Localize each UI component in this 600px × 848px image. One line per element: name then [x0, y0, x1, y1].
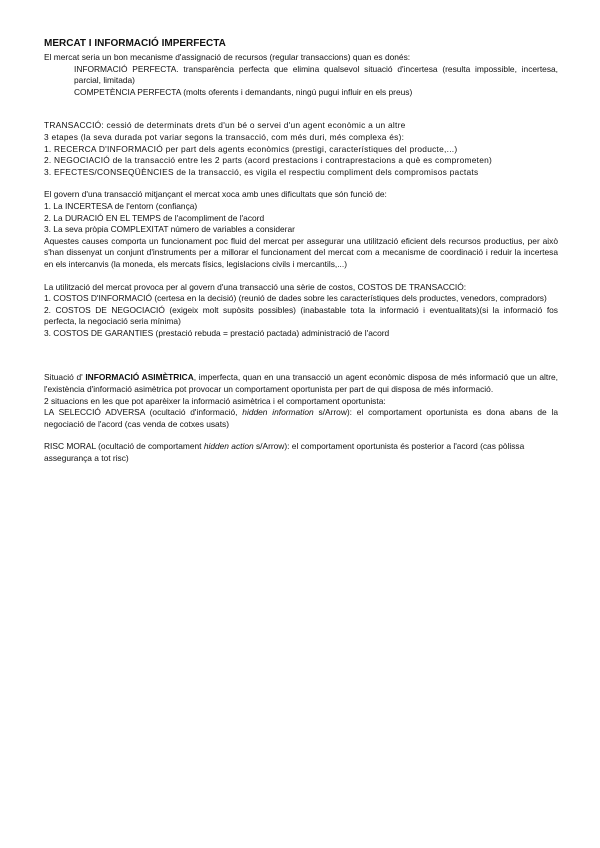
spacer — [44, 271, 558, 282]
moral-lead: RISC MORAL (ocultació de comportament — [44, 441, 204, 452]
adverse-rest: s/Arrow): el comportament oportunista es dona abans de la negociació de l'acord (cas venda de cotxes usats) — [44, 407, 558, 429]
document-body — [44, 38, 558, 465]
costs-intro: La utilització del mercat provoca per al govern d'una transacció una sèrie de costos, COSTOS DE TRANSACCIÓ: — [44, 281, 467, 292]
adverse-lead: LA SELECCIÓ ADVERSA (ocultació d'informació, — [44, 407, 243, 418]
stage-item: 1. RECERCA D'INFORMACIÓ per part dels agents econòmics (prestigi, característiques del producte,...) — [44, 143, 458, 154]
spacer — [44, 339, 558, 361]
stage-item: 3. EFECTES/CONSEQÜÈNCIES de la transacció, es vigila el respectiu compliment dels compromisos pactats — [44, 166, 479, 177]
condition-perfect-information: INFORMACIÓ PERFECTA. transparència perfecta que elimina qualsevol situació d'incertesa (resulta impossible, incertesa, parcial, limitada) — [74, 63, 558, 86]
page-title: MERCAT I INFORMACIÓ IMPERFECTA — [44, 38, 226, 49]
cost-item: 3. COSTOS DE GARANTIES (prestació rebuda = prestació pactada) administració de l'acord — [44, 327, 390, 338]
moral-hazard-paragraph — [44, 441, 558, 464]
asym-lead: Situació d' — [44, 372, 83, 383]
spacer — [44, 178, 558, 189]
asymmetric-information-paragraph — [44, 372, 558, 395]
asym-term: INFORMACIÓ ASIMÈTRICA — [85, 372, 194, 383]
difficulty-item: 3. La seva pròpia COMPLEXITAT número de variables a considerar — [44, 224, 295, 235]
moral-rest: s/Arrow): el comportament oportunista és posterior a l'acord (cas pòlissa assegurança a tot risc) — [44, 441, 525, 464]
cost-item: 2. COSTOS DE NEGOCIACIÓ (exigeix molt supòsits possibles) (inabastable tota la informació i eventualitats)(si la informació fos perfecta, la negociació seria mínima) — [44, 304, 558, 327]
spacer — [44, 430, 558, 441]
condition-perfect-competition: COMPETÈNCIA PERFECTA (molts oferents i demandants, ningú pugui influir en els preus) — [74, 86, 413, 97]
transaction-definition: TRANSACCIÓ: cessió de determinats drets d'un bé o servei d'un agent econòmic a un altre — [44, 120, 406, 131]
government-intro: El govern d'una transacció mitjançant el mercat xoca amb unes dificultats que són funció de: — [44, 189, 387, 200]
moral-term: hidden action — [203, 441, 254, 452]
intro-paragraph: El mercat seria un bon mecanisme d'assignació de recursos (regular transaccions) quan es donés: — [44, 52, 411, 62]
adverse-selection-paragraph — [44, 407, 558, 430]
stages-intro: 3 etapes (la seva durada pot variar segons la transacció, com més duri, més complexa és): — [44, 131, 405, 142]
stage-item: 2. NEGOCIACIÓ de la transacció entre les 2 parts (acord prestacions i contraprestacions a què es comprometen) — [44, 155, 493, 166]
cost-item: 1. COSTOS D'INFORMACIÓ (certesa en la decisió) (reunió de dades sobre les característiques dels productes, venedors, compradors) — [44, 293, 547, 304]
causes-paragraph: Aquestes causes comporta un funcionament poc fluid del mercat per assegurar una utilització eficient dels recursos productius, per això s'han dissenyat un conjunt d'instruments per a millorar el funcionament del mercat com a mecanisme de coordinació i reduir la incertesa en els intercanvis (la moneda, els mercats físics, legislacions civils i mercantils,...) — [44, 235, 558, 269]
situations-intro: 2 situacions en les que pot aparèixer la informació asimètrica i el comportament oportunista: — [44, 395, 386, 406]
adverse-term: hidden information — [242, 407, 314, 418]
spacer — [44, 98, 558, 120]
difficulty-item: 1. La INCERTESA de l'entorn (confiança) — [44, 200, 198, 211]
spacer — [44, 361, 558, 372]
difficulty-item: 2. La DURACIÓ EN EL TEMPS de l'acompliment de l'acord — [44, 212, 265, 223]
asym-rest: , imperfecta, quan en una transacció un agent econòmic disposa de més informació que un altre, l'existència d'informació asimètrica pot provocar un comportament oportunista per part de qui disposa de més informació. — [44, 372, 559, 395]
